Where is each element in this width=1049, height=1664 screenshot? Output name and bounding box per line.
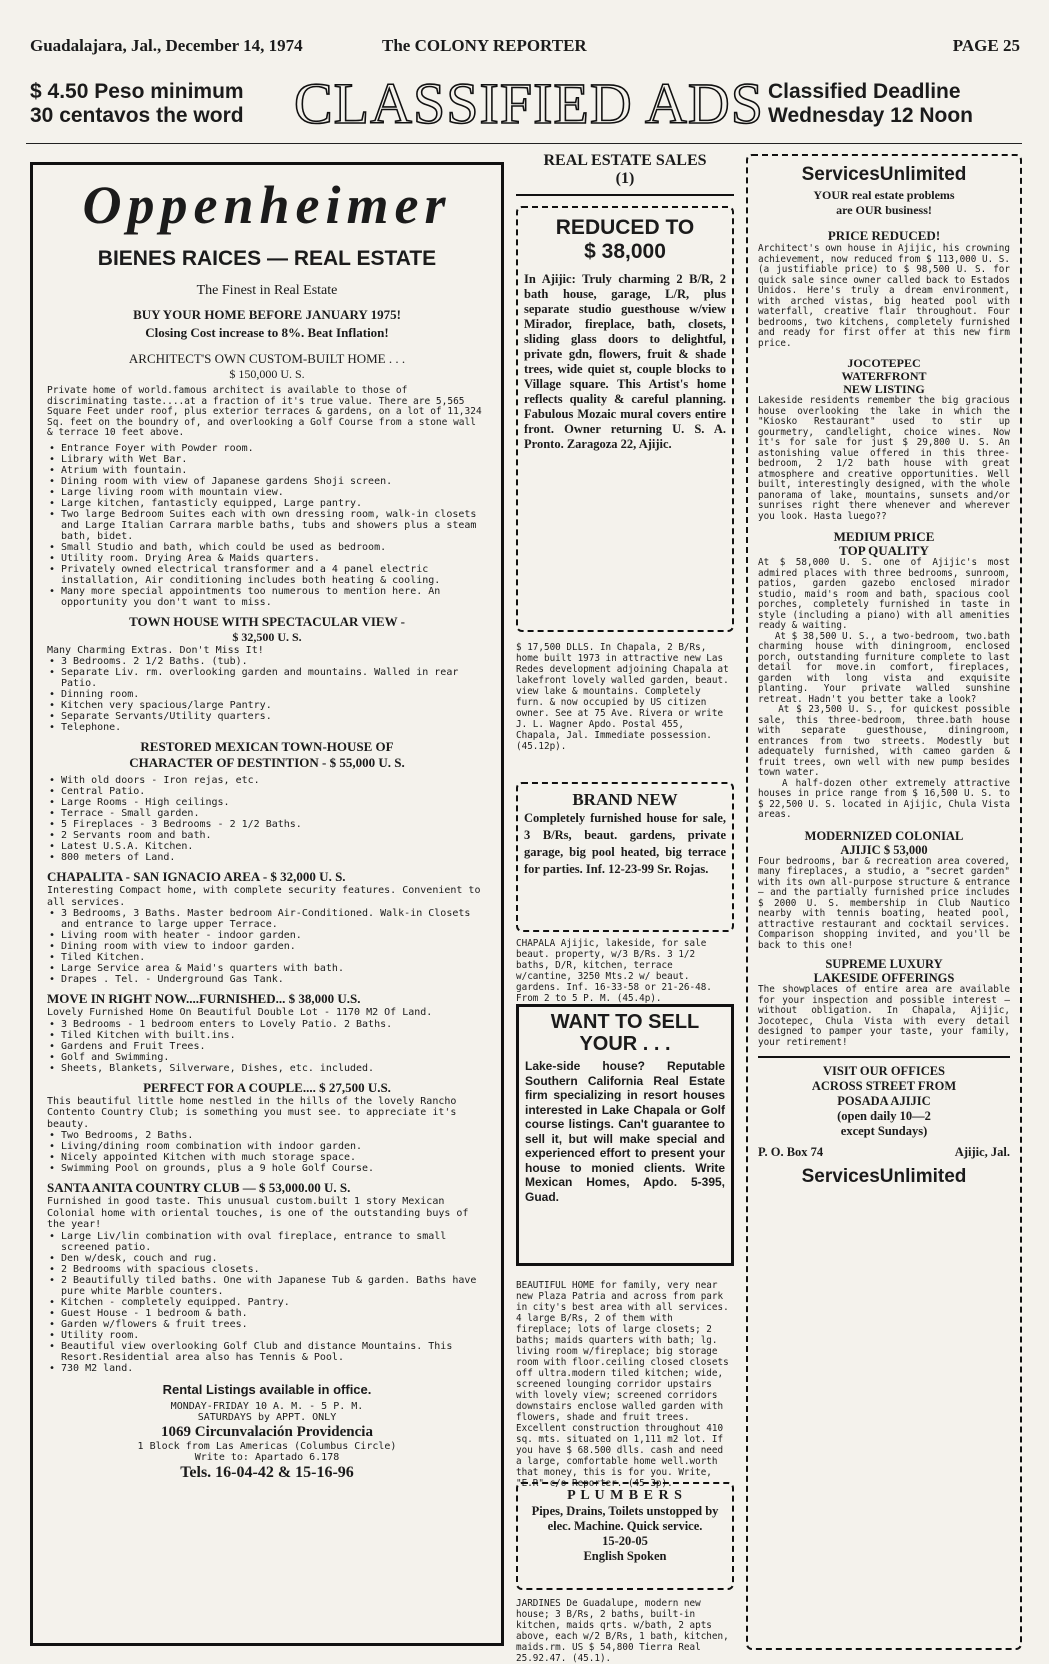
feature-item: • Den w/desk, couch and rug. xyxy=(61,1253,487,1264)
feature-item: • Swimming Pool on grounds, plus a 9 hole Golf Course. xyxy=(61,1163,487,1174)
ad-reduced-to xyxy=(516,206,734,632)
jocotepec-title-3: NEW LISTING xyxy=(843,382,925,396)
listing-5-features xyxy=(47,1019,487,1074)
services-tagline-1: YOUR real estate problems xyxy=(813,188,955,202)
po-box-row xyxy=(758,1145,1010,1160)
deadline-time: Wednesday 12 Noon xyxy=(768,104,973,127)
visit-line-3: POSADA AJIJIC xyxy=(837,1094,931,1108)
feature-item: • Golf and Swimming. xyxy=(61,1052,487,1063)
feature-item: • Guest House - 1 bedroom & bath. xyxy=(61,1308,487,1319)
feature-item: • Atrium with fountain. xyxy=(61,465,487,476)
feature-item: • Dining room with view of Japanese gardens Shoji screen. xyxy=(61,476,487,487)
listing-3-features xyxy=(47,775,487,863)
ad-reduced-body: In Ajijic: Truly charming 2 B/R, 2 bath house, garage, L/R, plus separate studio guesthouse w/view Mirador, fireplace, bath, closets, sliding glass doors to delightful, private gdn, flowers, fruit & shade trees, wide quiet st, couple blocks to Village square. This Artist's home reflects quality & careful planning. Fabulous Mozaic mural covers entire front. Owner returning U. S. A. Pronto. Zaragoza 22, Ajijic. xyxy=(524,272,726,451)
feature-item: • Terrace - Small garden. xyxy=(61,808,487,819)
feature-item: • Library with Wet Bar. xyxy=(61,454,487,465)
services-unlimited-ad xyxy=(746,154,1022,1650)
ad-want-body: Lake-side house? Reputable Southern California Real Estate firm specializing in resort houses interested in Lake Chapala or Golf course listings. Can't guarantee to sell it, but will make special and experienced effort to present your house to monied clients. Write Mexican Homes, Apdo. 5-395, Guad. xyxy=(525,1059,725,1204)
oppenheimer-logo: Oppenheimer xyxy=(82,175,452,235)
feature-item: • Sheets, Blankets, Silverware, Dishes, etc. included. xyxy=(61,1063,487,1074)
listing-1-description: Private home of world.famous architect is available to those of discriminating taste....at a fraction of it's true value. There are 5,565 Square Feet under roof, plus exterior terraces & gardens, on a lot of 11,324 Sq. feet on the boundry of, and overlooking a Golf Course from a stone wall & terrace 10 feet above. xyxy=(47,385,488,438)
visit-line-2: ACROSS STREET FROM xyxy=(811,1079,957,1093)
ad-plumbers-title: P L U M B E R S xyxy=(567,1488,683,1503)
town: Ajijic, Jal. xyxy=(954,1145,1010,1159)
feature-item: • Small Studio and bath, which could be used as bedroom. xyxy=(61,542,487,553)
office-address: 1069 Circunvalación Providencia xyxy=(161,1423,373,1440)
feature-item: • 800 meters of Land. xyxy=(61,852,487,863)
supreme-luxury-body: The showplaces of entire area are available for your inspection and possible interest — without obligation. In Chapala, Ajijic, Jocotepec, Chula Vista with every detail designed to pamper your taste, your family, your retirement! xyxy=(758,984,1016,1048)
listing-7-features xyxy=(47,1231,487,1374)
mailing-address: Write to: Apartado 6.178 xyxy=(194,1452,340,1463)
buy-now-line: BUY YOUR HOME BEFORE JANUARY 1975! xyxy=(133,307,401,322)
office-info xyxy=(758,1056,1010,1188)
services-unlimited-logo: ServicesUnlimited xyxy=(801,164,967,185)
listing-4-lead: Interesting Compact home, with complete security features. Convenient to all services. xyxy=(47,885,487,908)
feature-item: • Large Liv/lin combination with oval fireplace, entrance to small screened patio. xyxy=(61,1231,487,1253)
listing-2-title: TOWN HOUSE WITH SPECTACULAR VIEW - xyxy=(129,613,405,629)
jocotepec-body: Lakeside residents remember the big gracious house overlooking the lake in which the "Kiosko Restaurant" used to stir up gourmetry, candlelight, choice wines. Now it's for sale for just $ 29,800 U. S. An astonishing value offered in this three-bedroom, 2 1/2 bath house with great atmosphere and creative opportunities. Well built, interestingly designed, with the whole panorama of lake, mountains, sunsets and/or sunrises right there whenever and wherever you look. Hasta luego?? xyxy=(758,395,1016,522)
listing-3-title-1: RESTORED MEXICAN TOWN-HOUSE OF xyxy=(140,739,394,754)
feature-item: • Large Rooms - High ceilings. xyxy=(61,797,487,808)
page-header xyxy=(30,36,1020,60)
ad-reduced-title: REDUCED TO xyxy=(555,216,695,239)
price-reduced-body: Architect's own house in Ajijic, his crowning achievement, now reduced from $ 113,000 U. S. (a justifiable price) to $ 98,500 U. S. for quick sale since owner called back to Estados Unidos. Here's truly a dream environment, with arched vistas, big heated pool with waterfall, creative flair throughout. Four bedrooms, two kitchens, completely furnished and ready for first offer at this new firm price. xyxy=(758,243,1016,349)
price-reduced-title: PRICE REDUCED! xyxy=(827,228,941,243)
medium-price-body: At $ 58,000 U. S. one of Ajijic's most admired places with three bedrooms, sunroom, patios, garden gazebo enclosed mirador studio, maid's room and bath, spacious cool porches, completely furnished in taste in style (including a piano) with all amenities ready & waiting. At $ 38,500 U. S., a two-bedroom, two.bath charming house with diningroom, enclosed porch, outstanding furniture complete to last detail for move.in comfort, fireplaces, garden with long vista and exquisite planting. Your private walled sunshine retreat. Hadn't you better take a look? At $ 23,500 U. S., for quickest possible sale, this three-bedroom, three.bath house with separate guesthouse, diningroom, entrances from two streets. Modestly but adequately furnished, with cameo garden & fruit trees, own well with new pump besides town water. A half-dozen other extremely attractive houses in price range from $ 16,500 U. S. to $ 22,500 U. S. located in Ajijic, Chula Vista areas. xyxy=(758,557,1010,820)
classified-banner xyxy=(26,71,1021,140)
ad-plumbers-language: English Spoken xyxy=(583,1549,667,1563)
feature-item: • With old doors - Iron rejas, etc. xyxy=(61,775,487,786)
banner-rule xyxy=(26,143,1022,144)
feature-item: • Tiled Kitchen with built.ins. xyxy=(61,1030,487,1041)
services-tagline-2: are OUR business! xyxy=(836,203,932,217)
rate-per-word: 30 centavos the word xyxy=(30,104,244,127)
modernized-colonial-title-1: MODERNIZED COLONIAL xyxy=(804,828,964,843)
medium-price-title-1: MEDIUM PRICE xyxy=(833,529,935,544)
ad-jardines: JARDINES De Guadalupe, modern new house; 3 B/Rs, 2 baths, built-in kitchen, maids qrts. w/bath, 2 apts above, each w/2 B/Rs, 1 bath, kitchen, maids.rm. US $ 54,800 Tierra Real 25.92.47. (45.1). xyxy=(516,1598,735,1664)
classified-ads-title: CLASSIFIED ADS xyxy=(294,71,765,136)
oppenheimer-tagline: The Finest in Real Estate xyxy=(196,283,338,298)
visit-line-1: VISIT OUR OFFICES xyxy=(822,1064,946,1078)
phone-numbers: Tels. 16-04-42 & 15-16-96 xyxy=(180,1463,354,1481)
deadline-label: Classified Deadline xyxy=(768,80,961,103)
office-location-note: 1 Block from Las Americas (Columbus Circle) xyxy=(137,1440,397,1452)
office-hours-saturday: SATURDAYS by APPT. ONLY xyxy=(197,1412,337,1423)
listing-2-lead: Many Charming Extras. Don't Miss It! xyxy=(47,644,264,656)
feature-item: • Utility room. xyxy=(61,1330,487,1341)
feature-item: • Large living room with mountain view. xyxy=(61,487,487,498)
feature-item: • Central Patio. xyxy=(61,786,487,797)
closing-cost-line: Closing Cost increase to 8%. Beat Inflation! xyxy=(145,325,389,340)
feature-item: • 2 Bedrooms with spacious closets. xyxy=(61,1264,487,1275)
listing-7-title: SANTA ANITA COUNTRY CLUB — $ 53,000.00 U. S. xyxy=(47,1180,351,1195)
feature-item: • Nicely appointed Kitchen with much storage space. xyxy=(61,1152,487,1163)
visit-line-5: except Sundays) xyxy=(840,1124,928,1138)
feature-item: • 3 Bedrooms, 3 Baths. Master bedroom Air-Conditioned. Walk-in Closets and entrance to large upper Terrace. xyxy=(61,908,487,930)
ad-plumbers-body: Pipes, Drains, Toilets unstopped by elec. Machine. Quick service. xyxy=(531,1504,719,1533)
office-hours-weekday: MONDAY-FRIDAY 10 A. M. - 5 P. M. xyxy=(170,1400,364,1412)
feature-item: • Entrance Foyer with Powder room. xyxy=(61,443,487,454)
feature-item: • Beautiful view overlooking Golf Club and distance Mountains. This Resort.Residential area also has Tennis & Pool. xyxy=(61,1341,487,1363)
feature-item: • 3 Bedrooms - 1 bedroom enters to Lovely Patio. 2 Baths. xyxy=(61,1019,487,1030)
feature-item: • Large Service area & Maid's quarters with bath. xyxy=(61,963,487,974)
feature-item: • Living/dining room combination with indoor garden. xyxy=(61,1141,487,1152)
feature-item: • Garden w/flowers & fruit trees. xyxy=(61,1319,487,1330)
ad-chapala-ajijic: CHAPALA Ajijic, lakeside, for sale beaut. property, w/3 B/Rs. 3 1/2 baths, D/R, kitchen, terrace w/cantine, 3250 Mts.2 w/ beaut. gardens. Inf. 16-33-58 or 21-26-48. From 2 to 5 P. M. (45.4p). xyxy=(516,938,718,1004)
feature-item: • Two large Bedroom Suites each with own dressing room, walk-in closets and Large Italian Carrara marble baths, tubs and showers plus a steam bath, bidet. xyxy=(61,509,487,542)
feature-item: • Utility room. Drying Area & Maids quarters. xyxy=(61,553,487,564)
feature-item: • 2 Servants room and bath. xyxy=(61,830,487,841)
feature-item: • Tiled Kitchen. xyxy=(61,952,487,963)
feature-item: • Two Bedrooms, 2 Baths. xyxy=(61,1130,487,1141)
oppenheimer-subtitle: BIENES RAICES — REAL ESTATE xyxy=(97,247,437,270)
feature-item: • Separate Servants/Utility quarters. xyxy=(61,711,487,722)
listing-5-lead: Lovely Furnished Home On Beautiful Double Lot - 1170 M2 Of Land. xyxy=(47,1007,433,1018)
listing-1-title: ARCHITECT'S OWN CUSTOM-BUILT HOME . . . xyxy=(128,351,406,366)
listing-6-features xyxy=(47,1130,487,1174)
feature-item: • Large kitchen, fantasticly equipped, Large pantry. xyxy=(61,498,487,509)
feature-item: • Latest U.S.A. Kitchen. xyxy=(61,841,487,852)
feature-item: • 730 M2 land. xyxy=(61,1363,487,1374)
listing-6-lead: This beautiful little home nestled in the hills of the lovely Rancho Contento Country Club; is something you must see. to appreciate it's beauty. xyxy=(47,1095,463,1130)
rate-info xyxy=(30,80,244,128)
listing-4-title: CHAPALITA - SAN IGNACIO AREA - $ 32,000 U. S. xyxy=(47,869,346,884)
po-box: P. O. Box 74 xyxy=(758,1145,824,1159)
modernized-colonial-body: Four bedrooms, bar & recreation area covered, many fireplaces, a studio, a "secret garden" with its own all-purpose structure & entrance — and the partially furnished price includes $ 2000 U. S. membership in Club Nautico nearby with tennis boating, heated pool, attractive restaurant and cocktail services. Comparison shopping invited, and you'll be back to this one! xyxy=(758,855,1016,951)
newspaper-title: The COLONY REPORTER xyxy=(382,36,587,55)
feature-item: • Drapes . Tel. - Underground Gas Tank. xyxy=(61,974,487,985)
feature-item: • Kitchen - completely equipped. Pantry. xyxy=(61,1297,487,1308)
listing-7-lead: Furnished in good taste. This unusual custom.built 1 story Mexican Colonial home with oriental touches, is one of the outstanding buys of the year! xyxy=(47,1196,475,1230)
modernized-colonial-title-2: AJIJIC $ 53,000 xyxy=(840,842,928,857)
heading-real-estate-sales: REAL ESTATE SALES xyxy=(543,152,707,169)
ad-plumbers-phone: 15-20-05 xyxy=(602,1534,648,1548)
listing-1-price: $ 150,000 U. S. xyxy=(229,367,305,381)
feature-item: • 5 Fireplaces - 3 Bedrooms - 2 1/2 Baths. xyxy=(61,819,487,830)
listing-2-features xyxy=(47,656,487,733)
ad-want-to-sell xyxy=(516,1004,734,1266)
feature-item: • 2 Beautifully tiled baths. One with Japanese Tub & garden. Baths have pure white Marble counters. xyxy=(61,1275,487,1297)
feature-item: • Telephone. xyxy=(61,722,487,733)
deadline-info xyxy=(768,80,973,128)
feature-item: • Dining room with view to indoor garden. xyxy=(61,941,487,952)
dateline: Guadalajara, Jal., December 14, 1974 xyxy=(30,36,303,55)
listing-4-features xyxy=(47,908,487,985)
visit-line-4: (open daily 10—2 xyxy=(837,1109,931,1123)
ad-brand-new xyxy=(516,782,734,932)
ad-plumbers xyxy=(516,1482,734,1590)
feature-item: • Privately owned electrical transformer and a 4 panel electric installation, Air conditioning includes both heating & cooling. xyxy=(61,564,487,586)
page-number: PAGE 25 xyxy=(952,36,1020,55)
listing-6-title: PERFECT FOR A COUPLE.... $ 27,500 U.S. xyxy=(143,1079,391,1095)
listing-3-title-2: CHARACTER OF DESTINTION - $ 55,000 U. S. xyxy=(129,755,405,770)
listing-5-title: MOVE IN RIGHT NOW....FURNISHED... $ 38,000 U.S. xyxy=(47,991,361,1006)
feature-item: • Separate Liv. rm. overlooking garden and mountains. Walled in rear Patio. xyxy=(61,667,487,689)
ad-brand-new-body: Completely furnished house for sale, 3 B/Rs, beaut. gardens, private garage, big pool heated, big terrace for parties. Inf. 12-23-99 Sr. Rojas. xyxy=(524,811,726,876)
ad-want-title-1: WANT TO SELL xyxy=(550,1011,700,1033)
supreme-luxury-title-2: LAKESIDE OFFERINGS xyxy=(813,971,955,985)
feature-item: • 3 Bedrooms. 2 1/2 Baths. (tub). xyxy=(61,656,487,667)
supreme-luxury-title-1: SUPREME LUXURY xyxy=(825,957,943,971)
feature-item: • Kitchen very spacious/large Pantry. xyxy=(61,700,487,711)
medium-price-title-2: TOP QUALITY xyxy=(839,543,929,558)
ad-brand-new-title: BRAND NEW xyxy=(572,790,678,809)
real-estate-sales-column xyxy=(516,152,735,1664)
feature-item: • Many more special appointments too numerous to mention here. An opportunity you don't want to miss. xyxy=(61,586,487,608)
ad-chapala-17500: $ 17,500 DLLS. In Chapala, 2 B/Rs, home built 1973 in attractive new Las Redes development adjoining Chapala at lakefront lovely walled garden, beaut. view lake & mountains. Completely furn. & now occupied by US citizen owner. See at 75 Ave. Rivera or write J. L. Wagner Apdo. Postal 455, Chapala, Jal. Immediate possession. (45.12p). xyxy=(516,642,735,752)
feature-item: • Dinning room. xyxy=(61,689,487,700)
jocotepec-title-2: WATERFRONT xyxy=(841,369,927,383)
heading-section-number: (1) xyxy=(615,170,635,187)
ad-reduced-price: $ 38,000 xyxy=(584,240,666,263)
oppenheimer-ad xyxy=(30,162,504,1646)
column-heading xyxy=(516,152,734,196)
jocotepec-title-1: JOCOTEPEC xyxy=(847,356,921,370)
ad-want-title-2: YOUR . . . xyxy=(579,1033,671,1055)
listing-2-price: $ 32,500 U. S. xyxy=(232,629,302,644)
feature-item: • Gardens and Fruit Trees. xyxy=(61,1041,487,1052)
ad-beautiful-home: BEAUTIFUL HOME for family, very near new Plaza Patria and across from park in city's best area with all services. 4 large B/Rs, 2 of them with fireplace; lots of large closets; 2 baths; maids quarters with bath; lg. living room w/fireplace; big storage room with floor.ceiling closed closets off ultra.modern tiled kitchen; wide, screened lounging corridor upstairs with lovely view; screened corridors downstairs enclose walled garden with flowers, shade and fruit trees. Excellent construction throughout 410 sq. mts. situated on 1,111 m2 lot. If you have $ 68.500 dlls. cash and need a large, comfortable home well.worth that money, this is for you. Write, "E.R" c/o Reporter. (45-3p). xyxy=(516,1280,735,1489)
feature-item: • Living room with heater - indoor garden. xyxy=(61,930,487,941)
services-unlimited-logo-footer: ServicesUnlimited xyxy=(801,1166,967,1187)
rental-listings: Rental Listings available in office. xyxy=(162,1381,372,1397)
listing-1-features xyxy=(47,443,487,608)
rate-minimum: $ 4.50 Peso minimum xyxy=(30,80,244,103)
